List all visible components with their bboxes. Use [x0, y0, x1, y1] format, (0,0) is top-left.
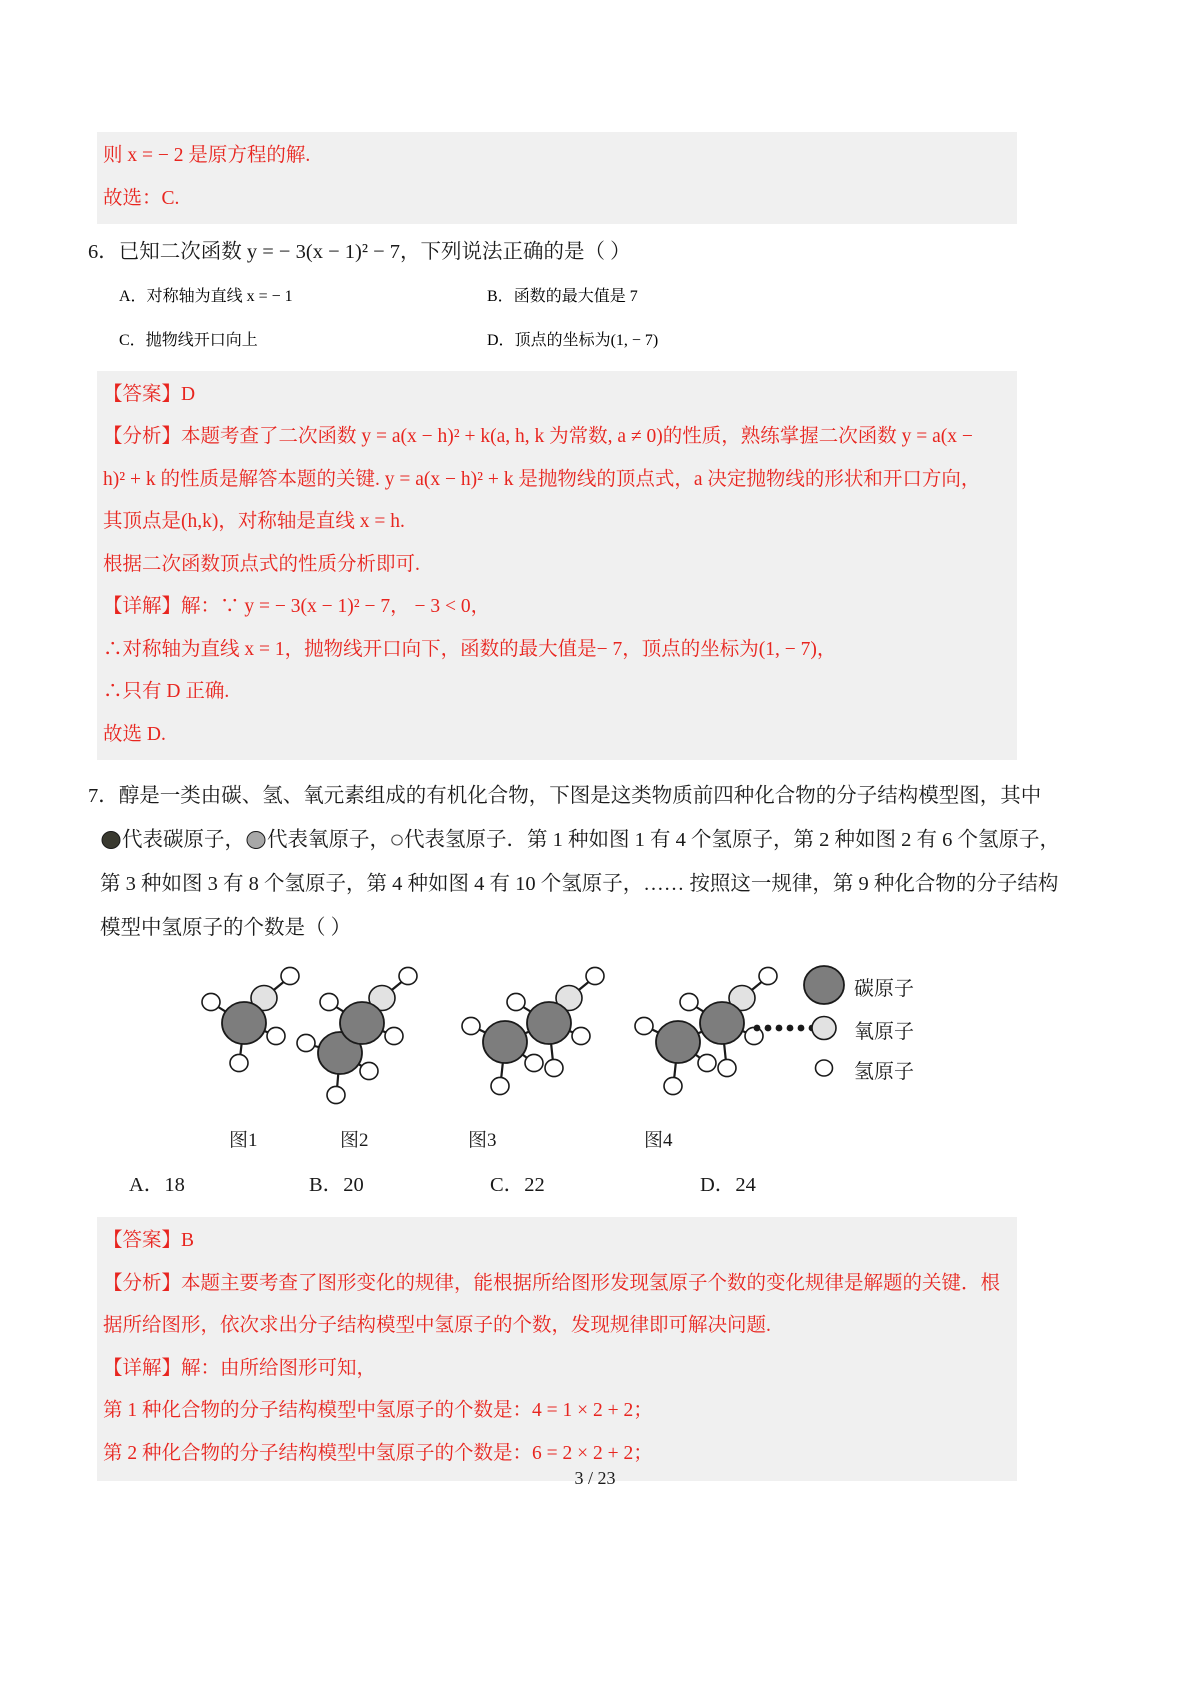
option-d-text: 顶点的坐标为(1, − 7) [514, 331, 659, 349]
figure-caption-3: 图3 [468, 1130, 497, 1151]
question-7-choice-d[interactable] [700, 1167, 756, 1197]
question-7-number: 7 [88, 785, 99, 807]
question-6-option-d[interactable] [487, 327, 658, 350]
page-content [88, 0, 1060, 1481]
legend-oxygen-label: 氧原子 [854, 1021, 914, 1043]
q6-analysis-line-2: h)² + k 的性质是解答本题的关键. y = a(x − h)² + k 是抛物线的顶点式，a 决定抛物线的形状和开口方向， [103, 468, 981, 490]
question-6-option-b[interactable] [487, 283, 638, 306]
question-6-stem-text: ．已知二次函数 y = − 3(x − 1)² − 7，下列说法正确的是（ ） [98, 241, 631, 263]
choice-c-label: C． [490, 1174, 525, 1196]
prev-solution-line-1: 则 x = − 2 是原方程的解. [103, 145, 311, 166]
option-a-label: A． [119, 287, 147, 305]
legend-carbon-label: 碳原子 [854, 978, 914, 1000]
q6-answer-line: 【答案】D [103, 383, 196, 405]
legend-hydrogen-icon [816, 1060, 833, 1076]
carbon-atom-icon [100, 830, 122, 850]
option-c-label: C． [119, 331, 146, 349]
figure-caption-2: 图2 [340, 1130, 369, 1151]
option-a-text: 对称轴为直线 x = − 1 [146, 287, 293, 305]
previous-solution-block [97, 132, 1017, 224]
q6-analysis-line-3: 其顶点是(h,k)，对称轴是直线 x = h. [103, 511, 405, 532]
q7-analysis-line-1: 【分析】本题主要考查了图形变化的规律，能根据所给图形发现氢原子个数的变化规律是解题的关键．根 [103, 1272, 1001, 1294]
question-7-stem-text-1: ．醇是一类由碳、氢、氧元素组成的有机化合物，下图是这类物质前四种化合物的分子结构模型图，其中 [98, 785, 1042, 807]
inline-legend-oxygen-label: 代表氧原子， [267, 829, 390, 851]
q6-detail-line-2: ∴对称轴为直线 x = 1，抛物线开口向下，函数的最大值是− 7，顶点的坐标为(1, − 7)， [103, 638, 837, 660]
page-footer: 3 / 23 [574, 1468, 616, 1488]
question-7-solution-block [97, 1217, 1017, 1481]
option-c-text: 抛物线开口向上 [145, 331, 258, 349]
choice-a-label: A． [129, 1174, 165, 1196]
molecule-3 [462, 967, 604, 1094]
choice-c-value: 22 [524, 1174, 545, 1196]
oxygen-atom-icon [245, 830, 267, 850]
choice-d-value: 24 [735, 1174, 756, 1196]
legend-hydrogen-label: 氢原子 [854, 1061, 914, 1083]
q7-analysis-line-2: 据所给图形，依次求出分子结构模型中氢原子的个数，发现规律即可解决问题. [103, 1315, 771, 1336]
q7-detail-line-2: 第 1 种化合物的分子结构模型中氢原子的个数是：4 = 1 × 2 + 2； [103, 1400, 653, 1421]
q7-detail-line-3: 第 2 种化合物的分子结构模型中氢原子的个数是：6 = 2 × 2 + 2； [103, 1442, 653, 1464]
legend-carbon-icon [804, 966, 844, 1004]
option-b-label: B． [487, 287, 514, 305]
question-6-option-c[interactable] [119, 327, 258, 350]
q7-detail-line-1: 【详解】解：由所给图形可知， [103, 1357, 377, 1379]
molecule-2 [297, 967, 417, 1103]
inline-legend-carbon-label: 代表碳原子， [122, 829, 245, 851]
q6-detail-line-3: ∴只有 D 正确. [103, 681, 230, 702]
question-7-choice-c[interactable] [490, 1167, 545, 1197]
molecule-1 [202, 967, 299, 1071]
q6-conclusion-line: 故选 D. [103, 723, 166, 745]
option-b-text: 函数的最大值是 7 [513, 287, 638, 305]
figure-caption-1: 图1 [229, 1130, 258, 1151]
q7-answer-line: 【答案】B [103, 1230, 195, 1251]
question-6-options-row-2 [97, 327, 1017, 371]
inline-legend-hydrogen-label: 代表氢原子．第 1 种如图 1 有 4 个氢原子，第 2 种如图 2 有 6 个氢原子， [404, 829, 1060, 851]
choice-b-label: B． [309, 1174, 344, 1196]
question-6 [88, 224, 1017, 371]
molecule-figure [97, 950, 1017, 1125]
q6-analysis-line-1: 【分析】本题考查了二次函数 y = a(x − h)² + k(a, h, k 为常数, a ≠ 0)的性质，熟练掌握二次函数 y = a(x − [103, 426, 973, 447]
prev-solution-line-2: 故选：C. [103, 187, 180, 209]
option-d-label: D． [487, 331, 515, 349]
question-7-choice-a[interactable] [129, 1167, 185, 1197]
figure-legend [804, 966, 844, 1076]
question-7-stem-line-1 [88, 774, 1042, 818]
figure-captions [97, 1125, 1017, 1159]
question-7-stem-line-2 [100, 818, 1060, 862]
question-6-solution-block [97, 371, 1017, 761]
choice-b-value: 20 [343, 1174, 364, 1196]
question-6-options-row-1 [97, 283, 1017, 327]
choice-d-label: D． [700, 1174, 736, 1196]
question-6-option-a[interactable] [119, 283, 293, 306]
hydrogen-atom-icon [390, 830, 404, 850]
legend-oxygen-icon [812, 1017, 836, 1040]
question-7-choice-b[interactable] [309, 1167, 364, 1197]
question-7-stem-line-4: 模型中氢原子的个数是（ ） [100, 917, 352, 939]
question-6-number: 6 [88, 241, 99, 263]
question-6-stem [88, 242, 1017, 263]
choice-a-value: 18 [164, 1174, 185, 1196]
figure-caption-4: 图4 [644, 1130, 673, 1151]
q6-detail-line-1: 【详解】解：∵ y = − 3(x − 1)² − 7， − 3 < 0， [103, 596, 491, 617]
figure-ellipsis-dots [754, 1025, 816, 1032]
question-7 [88, 760, 1060, 1217]
question-7-choices [97, 1167, 1017, 1217]
q6-analysis-line-4: 根据二次函数顶点式的性质分析即可. [103, 553, 420, 575]
question-7-stem-line-3: 第 3 种如图 3 有 8 个氢原子，第 4 种如图 4 有 10 个氢原子，…… 按照这一规律，第 9 种化合物的分子结构 [100, 873, 1059, 895]
